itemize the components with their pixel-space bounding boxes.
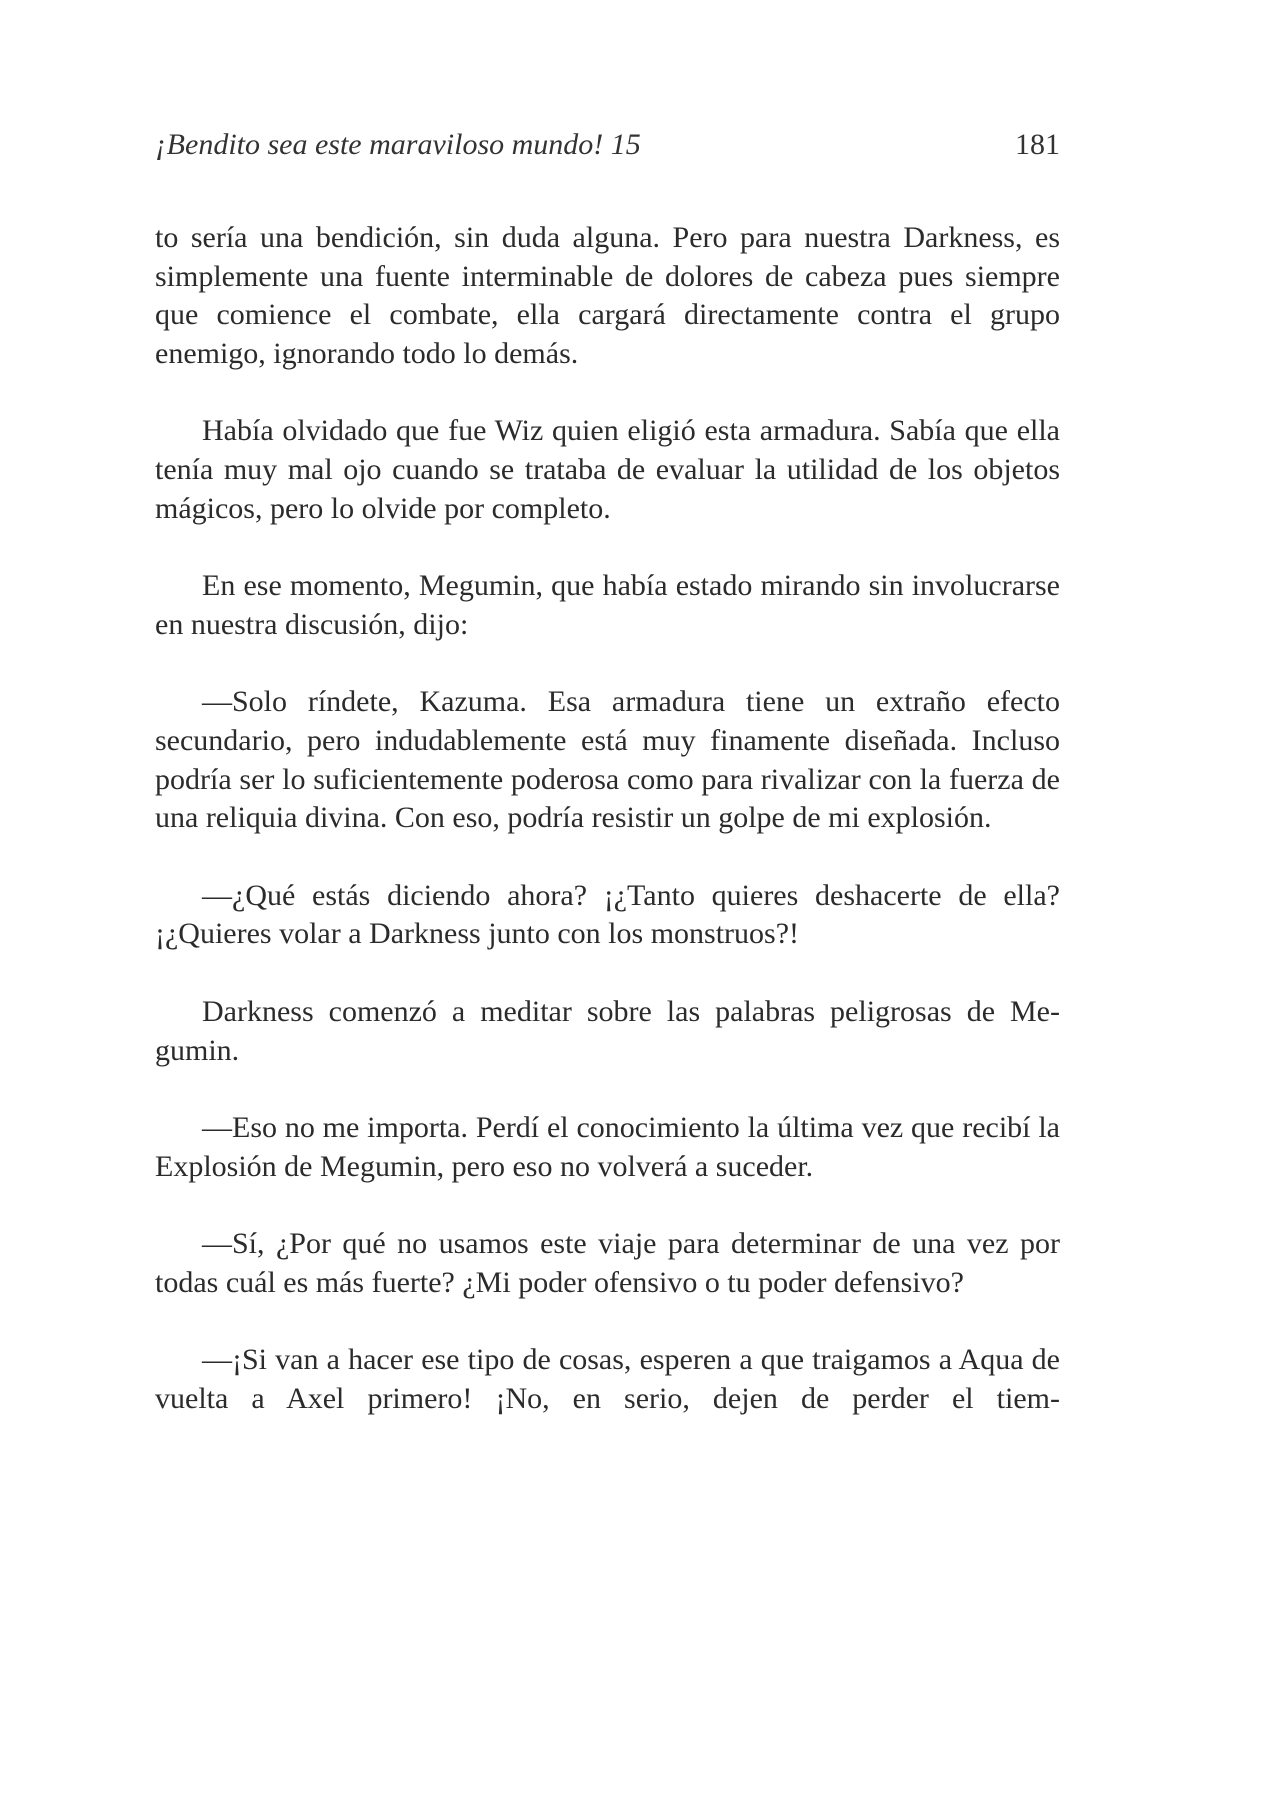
paragraph-4: —Solo ríndete, Kazuma. Esa armadura tiene un extraño efecto secundario, pero indudablemente está muy finamente diseñada. Incluso podría ser lo suficientemente poderosa como para rivalizar con la fuerza de una reliquia divina. Con eso, podría resistir un golpe de mi explosión.: [155, 685, 1060, 835]
paragraph-3: En ese momento, Megumin, que había estado mirando sin involucrarse en nuestra discusión, dijo:: [155, 569, 1060, 641]
paragraph-6: Darkness comenzó a meditar sobre las palabras peligrosas de Megumin.: [155, 994, 1060, 1067]
paragraph-1: to sería una bendición, sin duda alguna. Pero para nuestra Darkness, es simplemente una fuente interminable de dolores de cabeza pues siempre que comience el combate, ella cargará directamente contra el grupo enemigo, ignorando todo lo demás.: [155, 221, 1060, 370]
paragraph-8: —Sí, ¿Por qué no usamos este viaje para determinar de una vez por todas cuál es más fuerte? ¿Mi poder ofensivo o tu poder defensivo?: [155, 1227, 1060, 1299]
paragraph-5: —¿Qué estás diciendo ahora? ¡¿Tanto quieres deshacerte de ella? ¡¿Quieres volar a Darkness junto con los monstruos?!: [155, 878, 1060, 951]
book-title: ¡Bendito sea este maraviloso mundo! 15: [155, 128, 641, 161]
body-text: [155, 219, 1060, 1419]
paragraph-2: Había olvidado que fue Wiz quien eligió esta armadura. Sabía que ella tenía muy mal ojo cuando se trataba de evaluar la utilidad de los objetos mágicos, pero lo olvide por completo.: [155, 414, 1060, 525]
paragraph-9: —¡Si van a hacer ese tipo de cosas, esperen a que traigamos a Aqua de vuelta a Axel primero! ¡No, en serio, dejen de perder el tiem-: [155, 1343, 1060, 1416]
paragraph-7: —Eso no me importa. Perdí el conocimiento la última vez que recibí la Explosión de Megumin, pero eso no volverá a suceder.: [155, 1111, 1060, 1183]
page-number: 181: [1015, 128, 1060, 161]
running-header: [155, 128, 1060, 162]
